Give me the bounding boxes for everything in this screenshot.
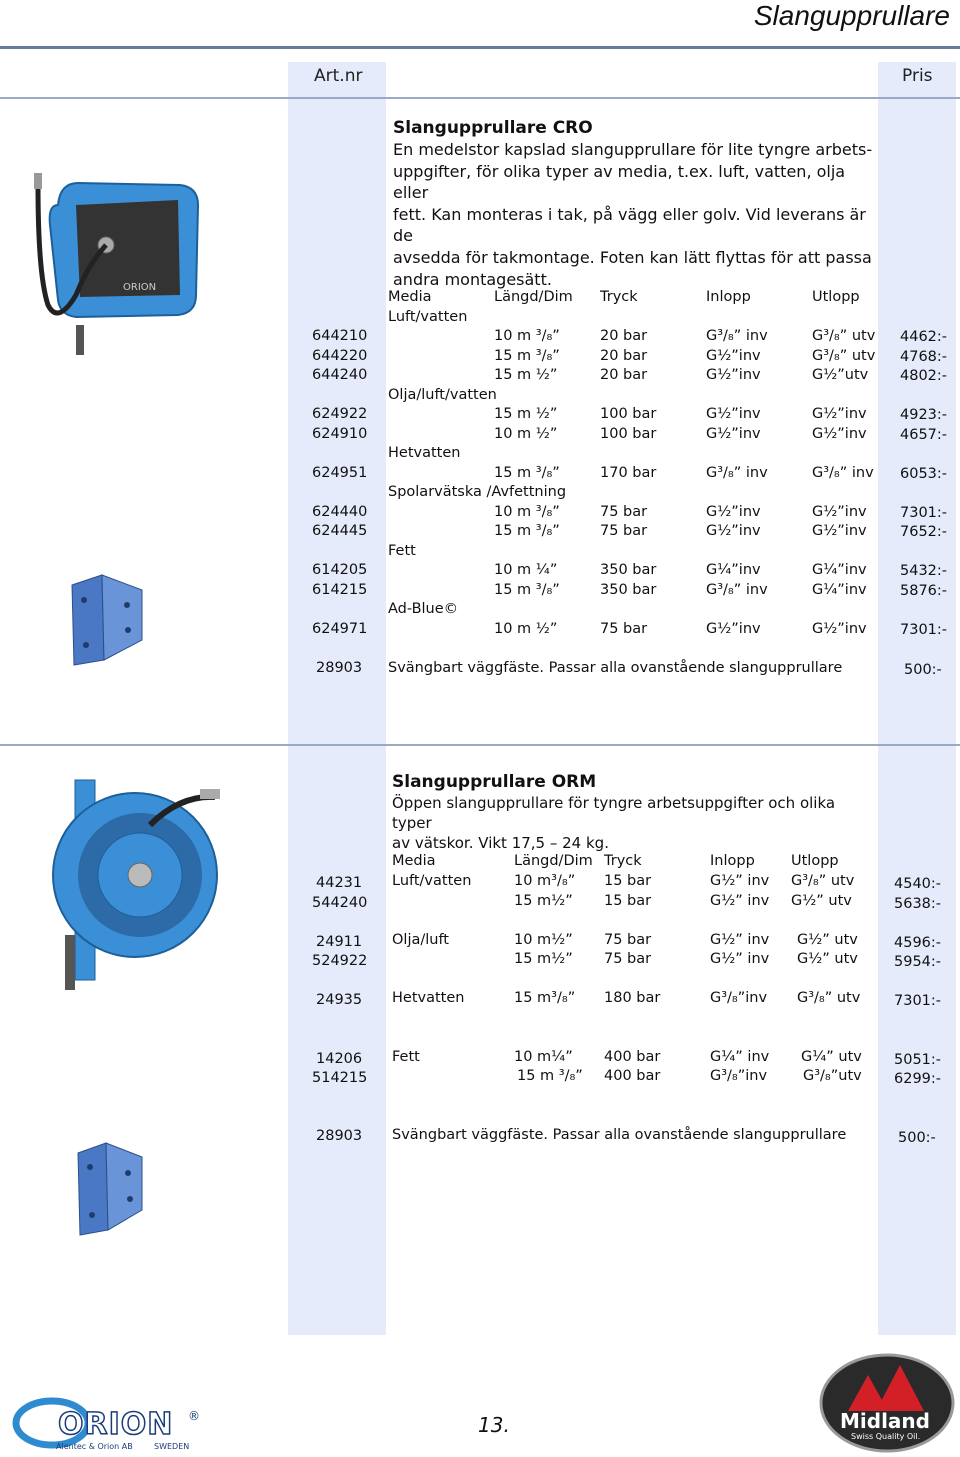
orm-inlopp: G½” inv [710, 873, 770, 889]
cro-artnr: 624922 [312, 406, 368, 422]
cro-tryck: 20 bar [600, 347, 648, 364]
cro-bracket-text: Svängbart väggfäste. Passar alla ovanstående slangupprullare [388, 660, 843, 676]
cro-utlopp: G½”inv [812, 503, 867, 520]
cro-col-header-langd: Längd/Dim [494, 289, 573, 305]
orm-artnr: 44231 [316, 875, 363, 891]
cro-langd: 15 m ³/₈” [494, 347, 560, 364]
orion-logo [12, 1393, 212, 1453]
cro-tryck: 100 bar [600, 406, 657, 422]
cro-inlopp: G½”inv [706, 347, 761, 364]
orm-artnr: 514215 [312, 1070, 368, 1086]
cro-inlopp: G½”inv [706, 523, 761, 539]
cro-inlopp: G½”inv [706, 367, 761, 383]
orm-pris: 4540:- [894, 876, 942, 892]
orm-tryck: 400 bar [604, 1068, 661, 1084]
orm-inlopp: G½” inv [710, 892, 770, 909]
header-rule [0, 97, 960, 99]
orm-tryck: 15 bar [604, 892, 652, 909]
cro-utlopp: G¼”inv [812, 581, 867, 598]
cro-utlopp: G³/₈” utv [812, 328, 876, 344]
cro-description: En medelstor kapslad slangupprullare för lite tyngre arbets- uppgifter, för olika typer av media, t.ex. luft, vatten, olja eller fett. Kan monteras i tak, på vägg eller golv. Vid leverans är de avsedda för takmontage. Foten kan lätt flyttas för att passa andra montagesätt. [393, 140, 873, 289]
orm-pris: 7301:- [894, 993, 942, 1009]
orm-utlopp: G³/₈” utv [797, 990, 861, 1006]
orm-col-header-inlopp: Inlopp [710, 853, 755, 869]
midland-logo-text: Midland [840, 1409, 930, 1433]
cro-langd: 15 m ³/₈” [494, 523, 560, 539]
cro-bracket-pris: 500:- [904, 662, 942, 678]
cro-utlopp: G³/₈” utv [812, 347, 876, 364]
midland-tagline: Swiss Quality Oil. [851, 1432, 921, 1441]
cro-group-label: Fett [388, 542, 416, 559]
cro-inlopp: G½”inv [706, 425, 761, 442]
orm-inlopp: G³/₈”inv [710, 1068, 768, 1084]
orm-media: Luft/vatten [392, 873, 472, 889]
orm-bracket-text: Svängbart väggfäste. Passar alla ovanstående slangupprullare [392, 1127, 847, 1143]
orm-artnr: 24911 [316, 933, 363, 950]
hose-reel-orm-image [40, 775, 225, 1005]
orm-langd: 15 m½” [514, 951, 573, 967]
orm-inlopp: G½” inv [710, 931, 770, 948]
wall-bracket-image [62, 565, 152, 675]
midland-logo [818, 1353, 956, 1453]
cro-artnr: 644220 [312, 347, 368, 364]
cro-langd: 10 m ³/₈” [494, 328, 560, 344]
cro-col-header-media: Media [388, 289, 432, 305]
cro-pris: 7301:- [900, 621, 948, 638]
orm-utlopp: G¼” utv [801, 1048, 862, 1065]
cro-langd: 10 m ¼” [494, 562, 558, 578]
page-number: 13. [478, 1413, 510, 1437]
orm-langd: 15 m½” [514, 892, 573, 909]
cro-utlopp: G³/₈” inv [812, 464, 874, 481]
cro-artnr: 644210 [312, 328, 368, 344]
cro-pris: 5876:- [900, 582, 948, 599]
orm-col-header-media: Media [392, 853, 436, 869]
orm-langd: 10 m½” [514, 931, 573, 948]
cro-utlopp: G½”inv [812, 620, 867, 637]
cro-inlopp: G³/₈” inv [706, 328, 768, 344]
orm-bracket-artnr: 28903 [316, 1128, 363, 1144]
cro-artnr: 624971 [312, 620, 368, 637]
orm-langd: 10 m¼” [514, 1048, 573, 1065]
header-pris: Pris [902, 66, 933, 86]
cro-utlopp: G½”utv [812, 367, 869, 383]
registered-mark-icon: ® [188, 1409, 200, 1423]
cro-inlopp: G¼”inv [706, 562, 761, 578]
orm-utlopp: G½” utv [797, 951, 858, 967]
orm-pris: 5638:- [894, 895, 942, 912]
orm-pris: 5954:- [894, 954, 942, 970]
cro-langd: 15 m ½” [494, 367, 558, 383]
orm-media: Fett [392, 1048, 420, 1065]
cro-tryck: 350 bar [600, 581, 657, 598]
cro-inlopp: G³/₈” inv [706, 464, 768, 481]
page-title: Slangupprullare [753, 0, 950, 31]
cro-group-label: Olja/luft/vatten [388, 386, 497, 403]
header-artnr: Art.nr [314, 66, 363, 86]
cro-artnr: 624440 [312, 503, 368, 520]
cro-pris: 4923:- [900, 407, 948, 423]
cro-utlopp: G½”inv [812, 425, 867, 442]
cro-pris: 5432:- [900, 563, 948, 579]
orm-media: Olja/luft [392, 931, 449, 948]
cro-langd: 10 m ³/₈” [494, 503, 560, 520]
cro-langd: 15 m ³/₈” [494, 464, 560, 481]
orm-description: Öppen slangupprullare för tyngre arbetsuppgifter och olika typer av vätskor. Vikt 17,5 – 24 kg. [392, 794, 836, 852]
cro-artnr: 614215 [312, 581, 368, 598]
cro-utlopp: G½”inv [812, 406, 867, 422]
cro-inlopp: G³/₈” inv [706, 581, 768, 598]
orion-tagline: Alentec & Orion AB [56, 1442, 133, 1451]
cro-pris: 7301:- [900, 504, 948, 521]
cro-col-header-inlopp: Inlopp [706, 289, 751, 305]
orm-langd: 15 m ³/₈” [517, 1068, 583, 1084]
cro-tryck: 100 bar [600, 425, 657, 442]
orm-utlopp: G³/₈”utv [803, 1068, 862, 1084]
orm-tryck: 75 bar [604, 931, 652, 948]
orm-pris: 6299:- [894, 1071, 942, 1087]
cro-tryck: 170 bar [600, 464, 657, 481]
top-rule [0, 46, 960, 49]
cro-group-label: Spolarvätska /Avfettning [388, 484, 567, 500]
orm-pris: 5051:- [894, 1051, 942, 1068]
orm-col-header-utlopp: Utlopp [791, 853, 839, 869]
cro-group-label: Luft/vatten [388, 308, 468, 325]
orm-artnr: 24935 [316, 992, 363, 1008]
orm-utlopp: G½” utv [791, 892, 852, 909]
cro-title: Slangupprullare CRO [393, 118, 593, 138]
cro-group-label: Ad-Blue© [388, 601, 459, 617]
cro-col-header-utlopp: Utlopp [812, 289, 860, 305]
orm-col-header-langd: Längd/Dim [514, 853, 593, 869]
cro-utlopp: G¼”inv [812, 562, 867, 578]
orm-col-header-tryck: Tryck [604, 853, 642, 869]
orm-artnr: 524922 [312, 953, 368, 969]
orm-inlopp: G¼” inv [710, 1048, 770, 1065]
cro-tryck: 20 bar [600, 367, 648, 383]
cro-pris: 4802:- [900, 368, 948, 384]
cro-inlopp: G½”inv [706, 406, 761, 422]
cro-langd: 10 m ½” [494, 620, 558, 637]
orm-artnr: 544240 [312, 894, 368, 911]
orm-media: Hetvatten [392, 990, 465, 1006]
orm-utlopp: G³/₈” utv [791, 873, 855, 889]
cro-pris: 6053:- [900, 465, 948, 482]
cro-artnr: 624951 [312, 464, 368, 481]
cro-langd: 15 m ½” [494, 406, 558, 422]
cro-pris: 4462:- [900, 329, 948, 345]
cro-group-label: Hetvatten [388, 445, 461, 461]
cro-tryck: 75 bar [600, 523, 648, 539]
section-rule [0, 744, 960, 746]
cro-langd: 10 m ½” [494, 425, 558, 442]
orm-inlopp: G½” inv [710, 951, 770, 967]
cro-pris: 7652:- [900, 524, 948, 540]
cro-utlopp: G½”inv [812, 523, 867, 539]
cro-pris: 4657:- [900, 426, 948, 443]
cro-inlopp: G½”inv [706, 503, 761, 520]
cro-artnr: 624910 [312, 425, 368, 442]
orm-langd: 15 m³/₈” [514, 990, 576, 1006]
orm-bracket-pris: 500:- [898, 1130, 936, 1146]
orm-tryck: 400 bar [604, 1048, 661, 1065]
orion-country: SWEDEN [154, 1442, 190, 1451]
orm-utlopp: G½” utv [797, 931, 858, 948]
cro-col-header-tryck: Tryck [600, 289, 638, 305]
cro-tryck: 350 bar [600, 562, 657, 578]
orm-pris: 4596:- [894, 934, 942, 951]
svg-text:ORION: ORION [123, 282, 157, 293]
cro-inlopp: G½”inv [706, 620, 761, 637]
wall-bracket-image [70, 1135, 150, 1245]
orm-inlopp: G³/₈”inv [710, 990, 768, 1006]
orm-tryck: 15 bar [604, 873, 652, 889]
orion-logo-text: ORION [58, 1407, 174, 1442]
cro-tryck: 75 bar [600, 503, 648, 520]
cro-artnr: 614205 [312, 562, 368, 578]
cro-artnr: 644240 [312, 367, 368, 383]
hose-reel-cro-image [28, 165, 208, 365]
cro-tryck: 75 bar [600, 620, 648, 637]
orm-title: Slangupprullare ORM [392, 772, 597, 792]
orm-langd: 10 m³/₈” [514, 873, 576, 889]
cro-langd: 15 m ³/₈” [494, 581, 560, 598]
cro-artnr: 624445 [312, 523, 368, 539]
orm-artnr: 14206 [316, 1050, 363, 1067]
orm-tryck: 75 bar [604, 951, 652, 967]
cro-tryck: 20 bar [600, 328, 648, 344]
cro-pris: 4768:- [900, 348, 948, 365]
cro-bracket-artnr: 28903 [316, 660, 363, 676]
orm-tryck: 180 bar [604, 990, 661, 1006]
